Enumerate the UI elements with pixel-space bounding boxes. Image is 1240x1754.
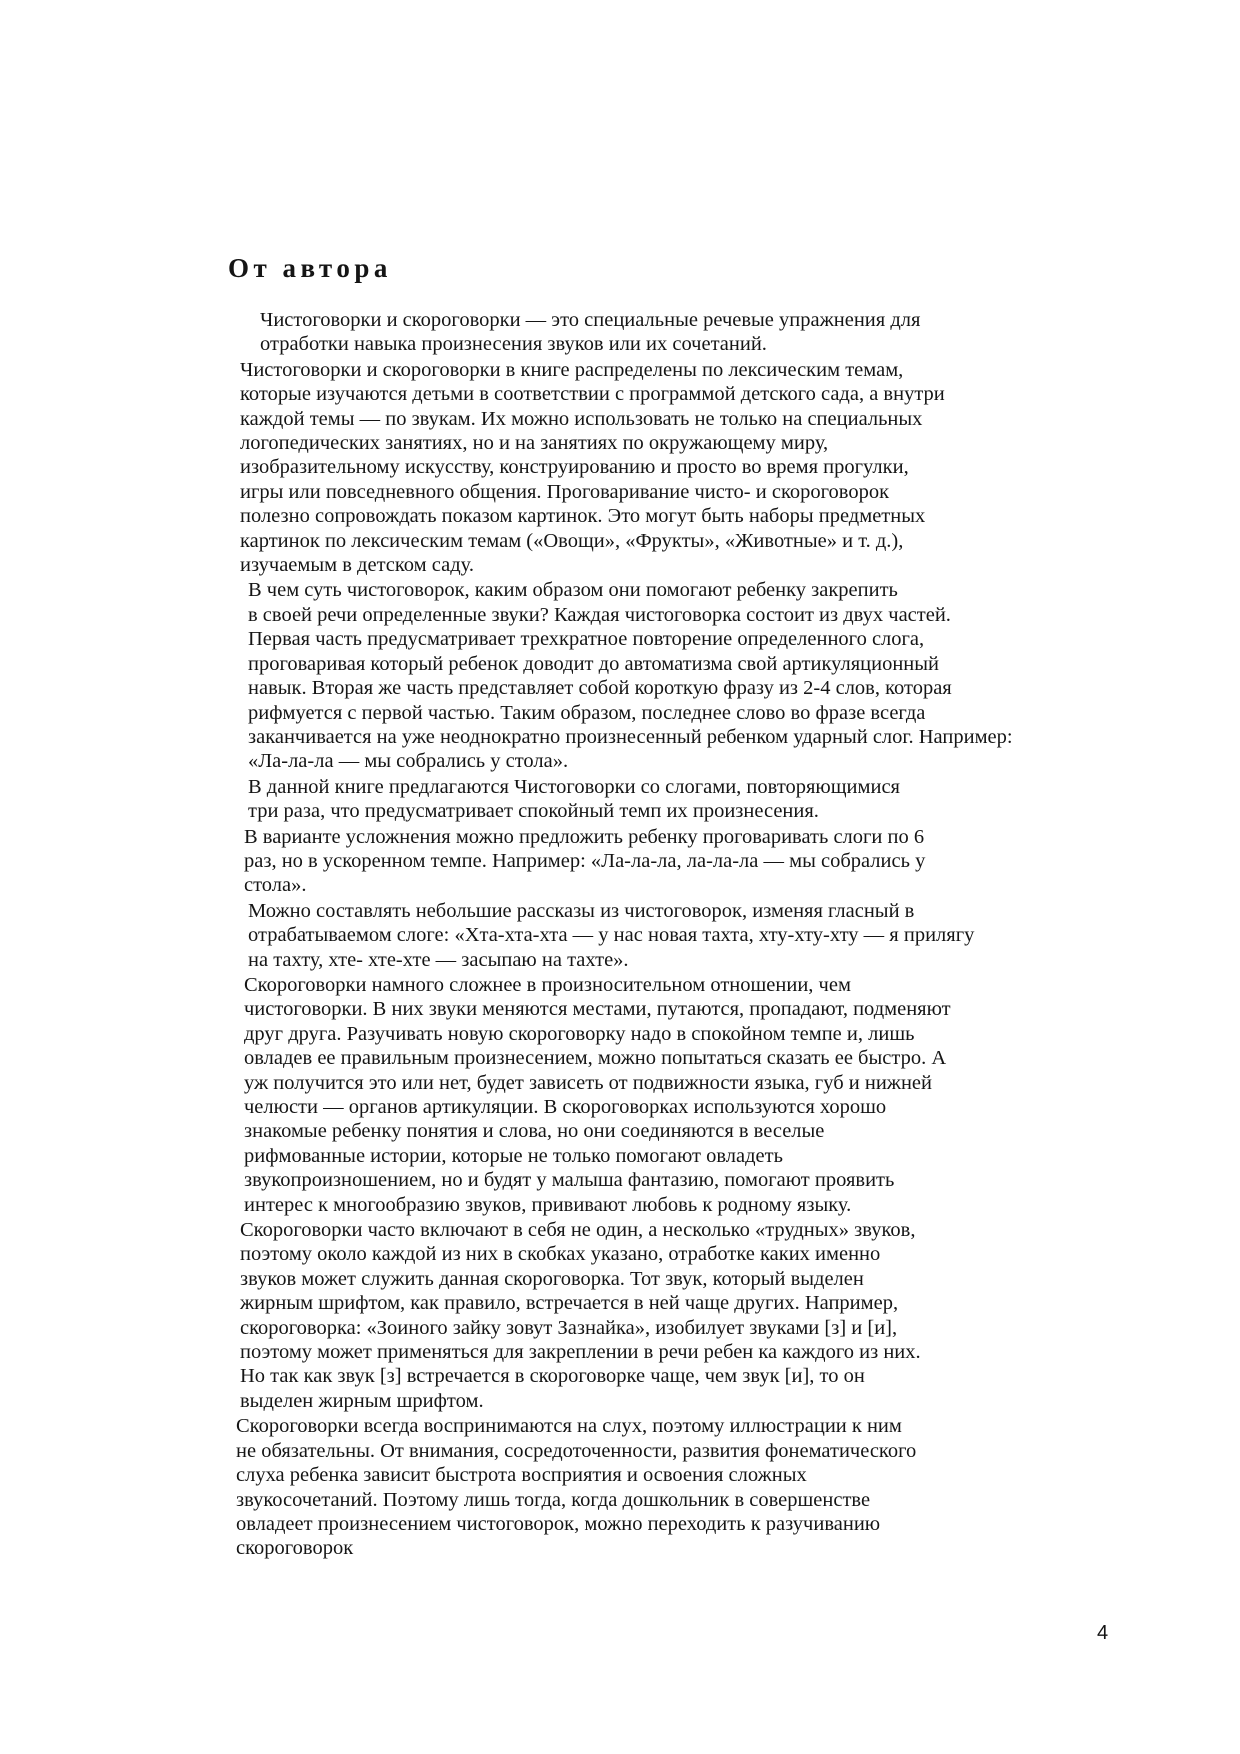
text-line: Скороговорки намного сложнее в произносительном отношении, чем	[244, 973, 851, 996]
text-line: звукосочетаний. Поэтому лишь тогда, когда дошкольник в совершенстве	[236, 1488, 871, 1511]
page-title: От автора	[228, 253, 392, 283]
text-line: Можно составлять небольшие рассказы из чистоговорок, изменяя гласный в	[248, 899, 915, 922]
text-line: овладеет произнесением чистоговорок, можно переходить к разучиванию	[236, 1512, 881, 1535]
paragraph-tongue-twisters	[220, 973, 1108, 1217]
text-line: В чем суть чистоговорок, каким образом они помогают ребенку закрепить	[248, 579, 898, 602]
text-line: звуков может служить данная скороговорка. Тот звук, который выделен	[240, 1267, 864, 1290]
text-line: друг друга. Разучивать новую скороговорку надо в спокойном темпе и, лишь	[244, 1022, 915, 1045]
text-line: каждой темы — по звукам. Их можно использовать не только на специальных	[240, 407, 923, 430]
text-line: заканчивается на уже неоднократно произнесенный ребенком ударный слог. Например:	[248, 725, 1013, 748]
text-line: В варианте усложнения можно предложить ребенку проговаривать слоги по 6	[244, 825, 925, 848]
paragraph-book-offer	[220, 775, 1108, 824]
text-line: Но так как звук [з] встречается в скороговорке чаще, чем звук [и], то он	[240, 1365, 865, 1388]
text-line: игры или повседневного общения. Проговаривание чисто- и скороговорок	[240, 480, 890, 503]
text-line: которые изучаются детьми в соответствии с программой детского сада, а внутри	[240, 383, 945, 406]
text-line: поэтому около каждой из них в скобках указано, отработке каких именно	[240, 1243, 881, 1266]
text-line: овладев ее правильным произнесением, можно попытаться сказать ее быстро. А	[244, 1047, 947, 1070]
paragraph-intro	[220, 308, 1108, 357]
text-line: проговаривая который ребенок доводит до автоматизма свой артикуляционный	[248, 652, 940, 675]
text-line: выделен жирным шрифтом.	[240, 1389, 484, 1412]
body-text	[220, 308, 1108, 1561]
text-line: на тахту, хте- хте-хте — засыпаю на тахте».	[248, 948, 629, 971]
paragraph-stories	[220, 899, 1108, 972]
text-line: скороговорок	[236, 1537, 354, 1560]
text-line: Чистоговорки и скороговорки в книге распределены по лексическим темам,	[240, 358, 904, 381]
text-line: уж получится это или нет, будет зависеть от подвижности языка, губ и нижней	[244, 1071, 932, 1094]
text-line: стола».	[244, 874, 307, 897]
text-line: полезно сопровождать показом картинок. Это могут быть наборы предметных	[240, 505, 926, 528]
paragraph-hard-sounds	[220, 1218, 1108, 1413]
paragraph-listening	[220, 1414, 1108, 1560]
text-line: слуха ребенка зависит быстрота восприятия и освоения сложных	[236, 1464, 807, 1487]
text-line: жирным шрифтом, как правило, встречается в ней чаще других. Например,	[240, 1292, 899, 1315]
paragraph-essence	[220, 578, 1108, 773]
text-line: чистоговорки. В них звуки меняются местами, путаются, пропадают, подменяют	[244, 998, 951, 1021]
text-line: Скороговорки всегда воспринимаются на слух, поэтому иллюстрации к ним	[236, 1415, 902, 1438]
text-line: «Ла-ла-ла — мы собрались у стола».	[248, 750, 569, 773]
page-number: 4	[1097, 1622, 1109, 1644]
text-line: изучаемым в детском саду.	[240, 554, 474, 577]
paragraph-usage	[220, 358, 1108, 578]
text-line: картинок по лексическим темам («Овощи», «Фрукты», «Животные» и т. д.),	[240, 529, 904, 552]
text-line: звукопроизношением, но и будят у малыша фантазию, помогают проявить	[244, 1169, 895, 1192]
text-line: три раза, что предусматривает спокойный темп их произнесения.	[248, 800, 819, 823]
text-line: отработки навыка произнесения звуков или их сочетаний.	[260, 333, 767, 356]
text-line: рифмуется с первой частью. Таким образом, последнее слово во фразе всегда	[248, 701, 926, 724]
paragraph-variant	[220, 825, 1108, 898]
text-line: поэтому может применяться для закреплении в речи ребен ка каждого из них.	[240, 1341, 921, 1364]
text-line: скороговорка: «Зоиного зайку зовут Зазнайка», изобилует звуками [з] и [и],	[240, 1316, 898, 1339]
text-line: челюсти — органов артикуляции. В скороговорках используются хорошо	[244, 1096, 887, 1118]
text-line: навык. Вторая же часть представляет собой короткую фразу из 2-4 слов, которая	[248, 677, 952, 700]
text-line: изобразительному искусству, конструированию и просто во время прогулки,	[240, 456, 909, 479]
text-line: в своей речи определенные звуки? Каждая чистоговорка состоит из двух частей.	[248, 603, 951, 626]
text-line: раз, но в ускоренном темпе. Например: «Ла-ла-ла, ла-ла-ла — мы собрались у	[244, 849, 926, 872]
text-line: Чистоговорки и скороговорки — это специальные речевые упражнения для	[260, 309, 921, 331]
text-line: В данной книге предлагаются Чистоговорки со слогами, повторяющимися	[248, 775, 900, 798]
text-line: отрабатываемом слоге: «Хта-хта-хта — у нас новая тахта, хту-хту-хту — я прилягу	[248, 924, 975, 947]
text-line: Скороговорки часто включают в себя не один, а несколько «трудных» звуков,	[240, 1219, 916, 1242]
text-line: Первая часть предусматривает трехкратное повторение определенного слога,	[248, 628, 925, 651]
text-line: логопедических занятиях, но и на занятиях по окружающему миру,	[240, 432, 829, 455]
text-line: рифмованные истории, которые не только помогают овладеть	[244, 1144, 783, 1167]
text-line: не обязательны. От внимания, сосредоточенности, развития фонематического	[236, 1439, 917, 1462]
text-line: знакомые ребенку понятия и слова, но они соединяются в веселые	[244, 1120, 825, 1143]
text-line: интерес к многообразию звуков, прививают любовь к родному языку.	[244, 1193, 852, 1216]
